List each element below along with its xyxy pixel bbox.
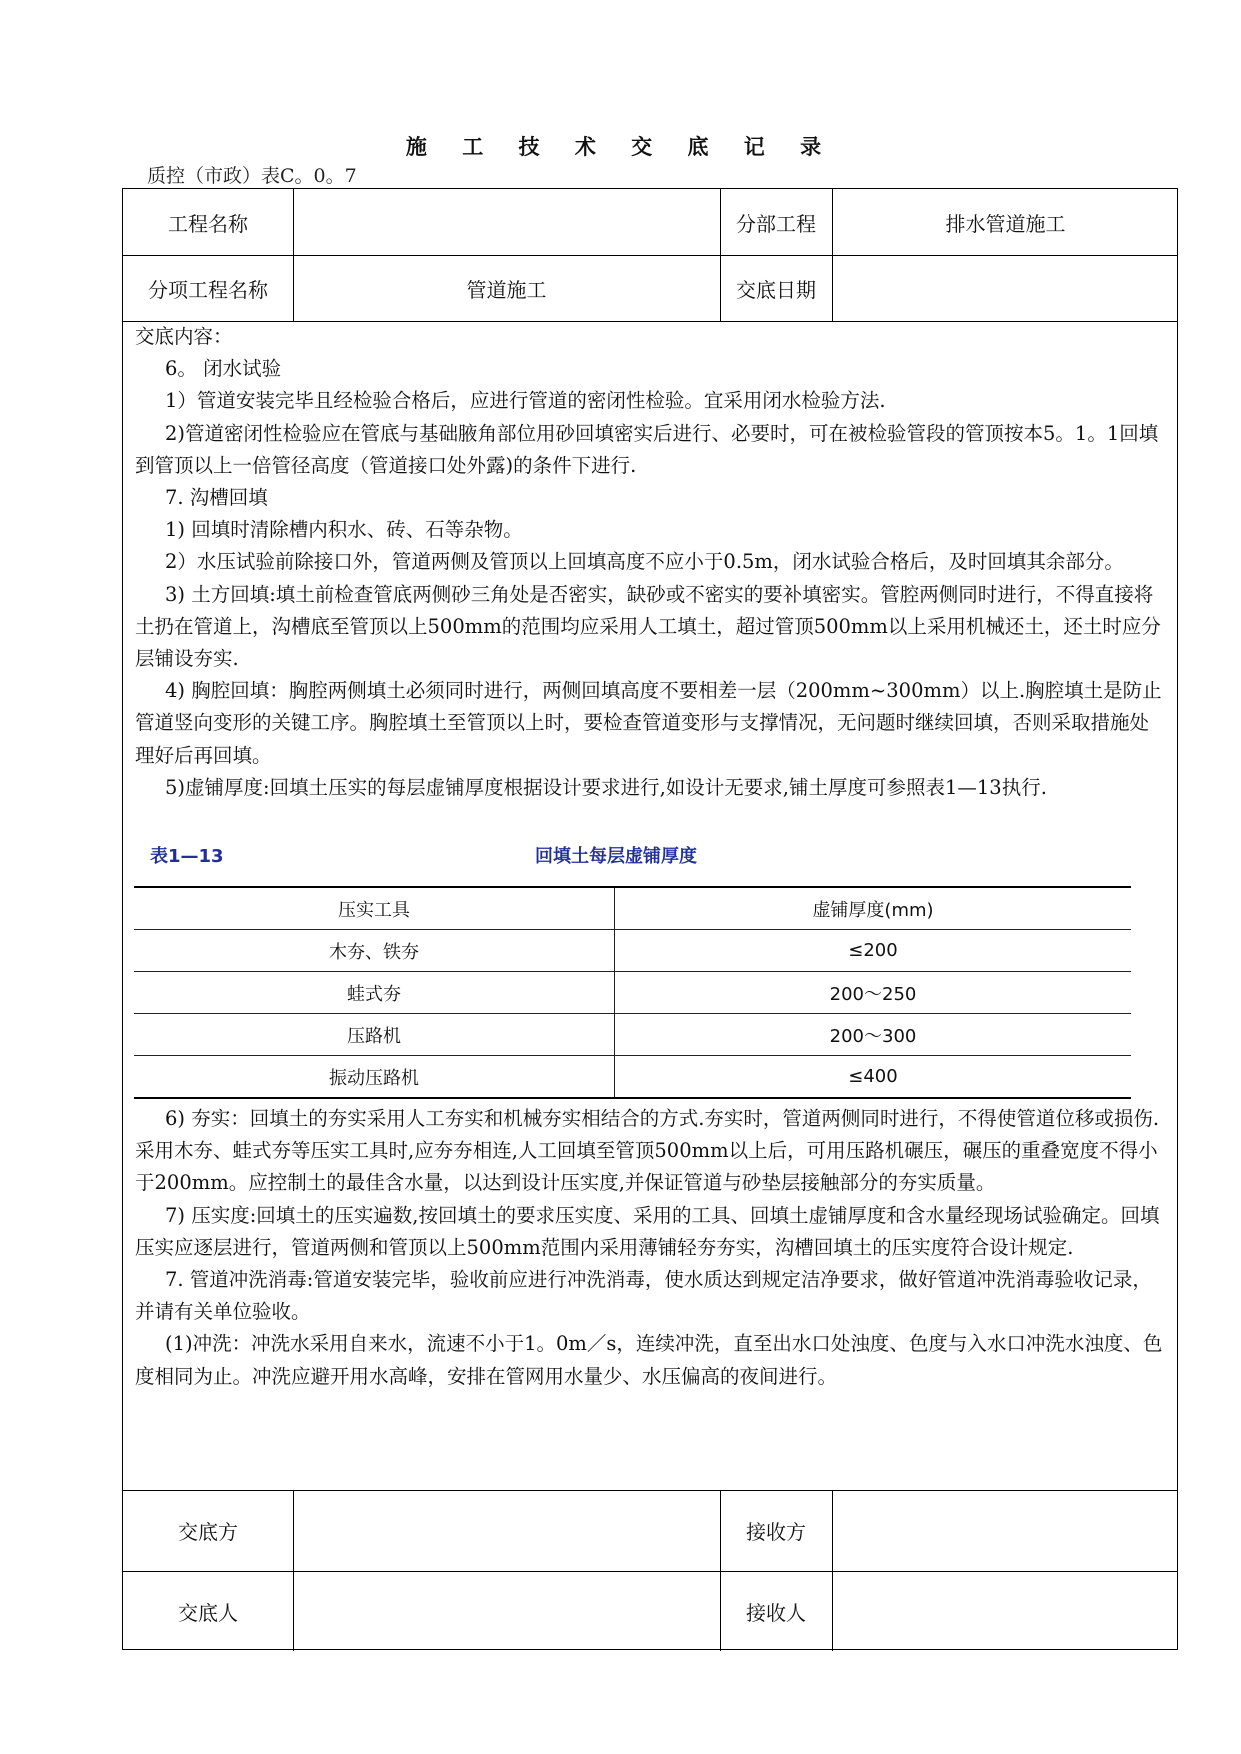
receiver-person-label: 接收人 [746,1600,806,1625]
receiver-party-label: 接收方 [746,1520,806,1544]
table-header: 虚铺厚度(mm) [615,887,1132,930]
form-code: 质控（市政）表C。0。7 [147,165,357,187]
project-name-label: 工程名称 [168,211,248,236]
content-line: 6) 夯实：回填土的夯实采用人工夯实和机械夯实相结合的方式.夯实时，管道两侧同时进行，不得使管道位移或损伤.采用木夯、蛙式夯等压实工具时,应夯夯相连,人工回填至管顶500mm以上后，可用压路机碾压，碾压的重叠宽度不得小于200mm。应控制土的最佳含水量，以达到设计压实度,并保证管道与砂垫层接触部分的夯实质量。 [135,1107,1160,1195]
table-header: 压实工具 [134,887,615,930]
table-cell: 200～300 [615,1014,1132,1056]
content-line: 7. 管道冲洗消毒:管道安装完毕，验收前应进行冲洗消毒，使水质达到规定洁净要求，做好管道冲洗消毒验收记录，并请有关单位验收。 [135,1268,1152,1324]
giver-party-label: 交底方 [178,1520,238,1544]
table-row [134,1056,1131,1099]
table-cell: 压路机 [134,1014,615,1056]
receiver-party-value [832,1490,1179,1571]
thickness-table [134,886,1131,1099]
content-line: 5)虚铺厚度:回填土压实的每层虚铺厚度根据设计要求进行,如设计无要求,铺土厚度可参照表1—13执行. [165,775,1047,799]
page-title: 施 工 技 术 交 底 记 录 [405,134,836,159]
content-body [135,321,1165,804]
table-row [134,930,1131,972]
content-line: 2）水压试验前除接口外，管道两侧及管顶以上回填高度不应小于0.5m，闭水试验合格后，及时回填其余部分。 [165,550,1124,574]
content-line: 3) 土方回填:填土前检查管底两侧砂三角处是否密实，缺砂或不密实的要补填密实。管腔两侧同时进行，不得直接将土扔在管道上，沟槽底至管顶以上500mm的范围均应采用人工填土，超过管顶500mm以上采用机械还土，还土时应分层铺设夯实. [135,582,1161,671]
subitem-label: 分项工程名称 [148,277,268,302]
content-line: 7) 压实度:回填土的压实遍数,按回填土的要求压实度、采用的工具、回填土虚铺厚度和含水量经现场试验确定。回填压实应逐层进行，管道两侧和管顶以上500mm范围内采用薄铺轻夯夯实，沟槽回填土的压实度符合设计规定. [135,1203,1160,1259]
content-line: 1）管道安装完毕且经检验合格后，应进行管道的密闭性检验。宜采用闭水检验方法. [165,389,886,413]
content-line: (1)冲洗：冲洗水采用自来水，流速不小于1。0m／s，连续冲洗，直至出水口处浊度、色度与入水口冲洗水浊度、色度相同为止。冲洗应避开用水高峰，安排在管网用水量少、水压偏高的夜间进行。 [135,1332,1163,1388]
table-caption-title: 回填土每层虚铺厚度 [535,846,697,867]
giver-party-value [293,1490,720,1571]
giver-person-label: 交底人 [178,1600,238,1625]
content-intro: 交底内容： [135,325,233,348]
project-name-value [293,189,720,255]
table-caption-number: 表1—13 [150,846,224,867]
content-line: 7. 沟槽回填 [165,486,268,510]
table-cell: ≤200 [615,930,1132,972]
division-value: 排水管道施工 [945,211,1066,236]
table-row [134,972,1131,1014]
table-cell: 蛙式夯 [134,972,615,1014]
content-line: 4) 胸腔回填：胸腔两侧填土必须同时进行，两侧回填高度不要相差一层（200mm~300mm）以上.胸腔填土是防止管道竖向变形的关键工序。胸腔填土至管顶以上时，要检查管道变形与支撑情况，无问题时继续回填，否则采取措施处理好后再回填。 [135,679,1162,767]
date-value [832,255,1179,321]
content-body-continued [135,1103,1165,1393]
table-row [134,1014,1131,1056]
table-cell: 木夯、铁夯 [134,930,615,972]
table-cell: 振动压路机 [134,1056,615,1099]
date-label: 交底日期 [736,277,816,302]
giver-person-value [293,1571,720,1651]
content-line: 2)管道密闭性检验应在管底与基础腋角部位用砂回填密实后进行、必要时，可在被检验管段的管顶按本5。1。1回填到管顶以上一倍管径高度（管道接口处外露)的条件下进行. [135,421,1159,477]
table-cell: ≤400 [615,1056,1132,1099]
division-label: 分部工程 [736,211,816,236]
table-cell: 200～250 [615,972,1132,1014]
subitem-value: 管道施工 [466,277,547,302]
receiver-person-value [832,1571,1179,1651]
content-line: 1) 回填时清除槽内积水、砖、石等杂物。 [165,518,523,542]
content-line: 6。 闭水试验 [165,357,282,381]
table-header-row [134,887,1131,930]
